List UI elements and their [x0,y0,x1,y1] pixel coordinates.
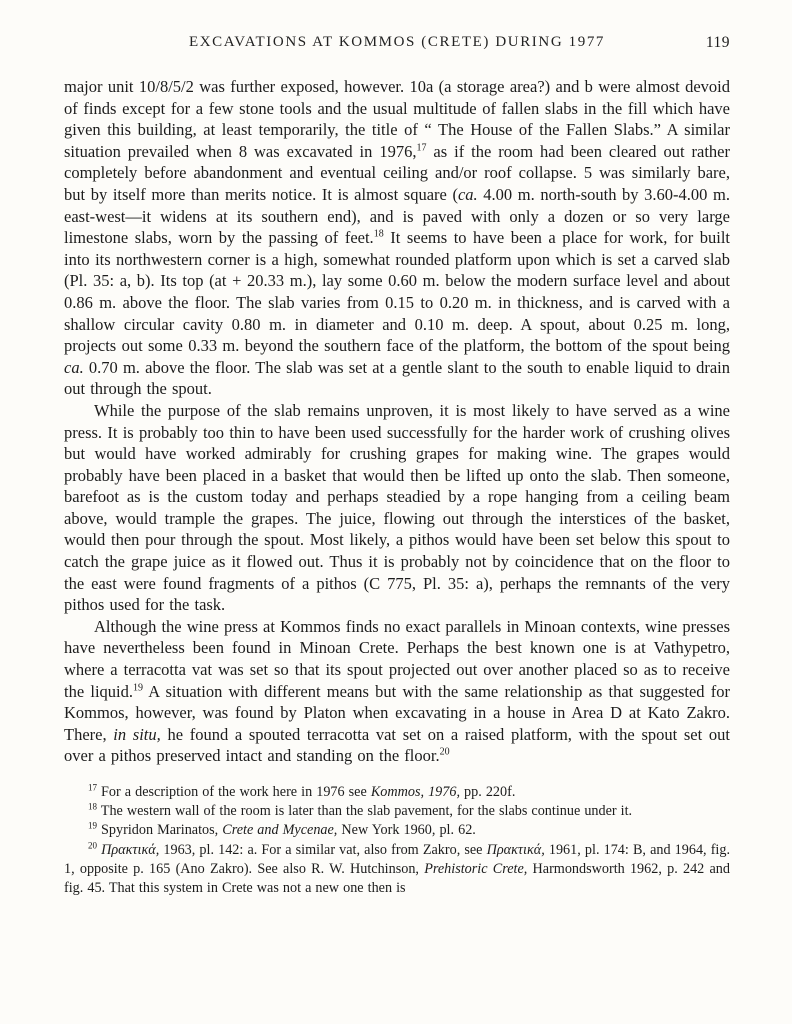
footnote [64,783,730,802]
paragraph [64,616,730,767]
footnote-reference: 17 [416,142,427,154]
italic-text: in situ, [113,724,161,744]
text-run: New York 1960, pl. 62. [337,822,476,839]
text-run: major unit 10/8/5/2 was further exposed, however. 10a (a storage area?) and b were almost devoid of finds except for a few stone tools and the usual multitude of fallen slabs in the fill which have given this building, at least temporarily, the title of “ The House of the Fallen Slabs.” A similar situation prevailed when 8 was excavated in 1976, [64,77,730,161]
text-run: For a description of the work here in 1976 see [97,784,371,800]
footnote [64,821,730,840]
text-run: A situation with different means but with the same relationship as that suggested for Kommos, however, was found by Platon when excavating in a house in Area D at Kato Zakro. There, [64,681,730,744]
text-run: The western wall of the room is later than the slab pavement, for the slabs continue under it. [97,803,633,820]
text-run: Spyridon Marinatos, [97,822,223,839]
italic-text: Πρακτικά, [486,841,545,858]
footnote-reference: 17 [88,782,97,793]
italic-text: Kommos, 1976, [370,784,460,800]
running-title: EXCAVATIONS AT KOMMOS (CRETE) DURING 1977 [188,34,606,50]
text-run: 0.70 m. above the floor. The slab was set at a gentle slant to the south to enable liquid to drain out through the spout. [64,357,730,399]
footnote-reference: 18 [88,801,97,812]
italic-text: ca. [457,184,478,204]
paragraph [64,76,730,400]
footnote-reference: 19 [133,682,143,694]
text-run: Although the wine press at Kommos finds no exact parallels in Minoan contexts, wine presses have nevertheless been found in Minoan Crete. Perhaps the best known one is at Vathypetro, where a terracotta vat was set so that its spout projected out over another placed so as to receive the liquid. [64,616,730,701]
italic-text: ca. [64,357,84,377]
footnote [64,841,730,899]
italic-text: Prehistoric Crete, [424,860,528,877]
italic-text: Crete and Mycenae, [222,822,338,839]
text-run: 4.00 m. north-south by 3.60-4.00 m. east-west—it widens at its southern end), and is paved with only a dozen or so very large limestone slabs, worn by the passing of feet. [64,184,730,248]
text-run: While the purpose of the slab remains unproven, it is most likely to have served as a wine press. It is probably too thin to have been used successfully for the harder work of crushing olives but would have worked admirably for crushing grapes for making wine. The grapes would probably have been placed in a basket that would then be lifted up onto the slab. Then someone, barefoot as is the custom today and perhaps steadied by a rope hanging from a ceiling beam above, would trample the grapes. The juice, flowing out through the interstices of the basket, would then pour through the spout. Most likely, a pithos would have been set below this spout to catch the grape juice as it flowed out. Thus it is probably not by coincidence that on the floor to the east were found fragments of a pithos (C 775, Pl. 35: a), perhaps the remnants of the very pithos used for the task. [64,400,730,615]
text-run: pp. 220f. [460,784,516,800]
text-run: Harmondsworth 1962, p. 242 and fig. 45. That this system in Crete was not a new one then is [64,860,730,897]
footnote-reference: 18 [373,228,384,240]
paragraph [64,400,730,616]
italic-text: Πρακτικά, [101,841,160,858]
footnote-reference: 20 [88,839,97,850]
footnotes [64,783,730,898]
text-run: 1963, pl. 142: a. For a similar vat, also from Zakro, see [159,841,487,858]
text-run: as if the room had been cleared out rather completely before abandonment and eventual ceiling and/or roof collapse. 5 was similarly bare, but by itself more than merits notice. It is almost square ( [64,141,730,204]
footnote-reference: 19 [88,820,97,831]
text-run: he found a spouted terracotta vat set on a raised platform, with the spout set out over a pithos preserved intact and standing on the floor. [64,724,730,766]
footnote-reference: 20 [439,746,450,758]
text-run: It seems to have been a place for work, for built into its northwestern corner is a high, somewhat rounded platform upon which is set a carved slab (Pl. 35: a, b). Its top (at + 20.33 m.), lay some 0.60 m. below the modern surface level and about 0.86 m. above the floor. The slab varies from 0.15 to 0.20 m. in thickness, and is carved with a shallow circular cavity 0.80 m. in diameter and 0.10 m. deep. A spout, about 0.25 m. long, projects out some 0.33 m. beyond the southern face of the platform, the bottom of the spout being [64,228,730,356]
page-number: 119 [705,34,730,51]
page-header [64,34,730,56]
footnote [64,802,730,821]
text-run: 1961, pl. 174: B, and 1964, fig. 1, opposite p. 165 (Ano Zakro). See also R. W. Hutchinson, [64,841,731,877]
body-paragraphs [64,76,730,767]
